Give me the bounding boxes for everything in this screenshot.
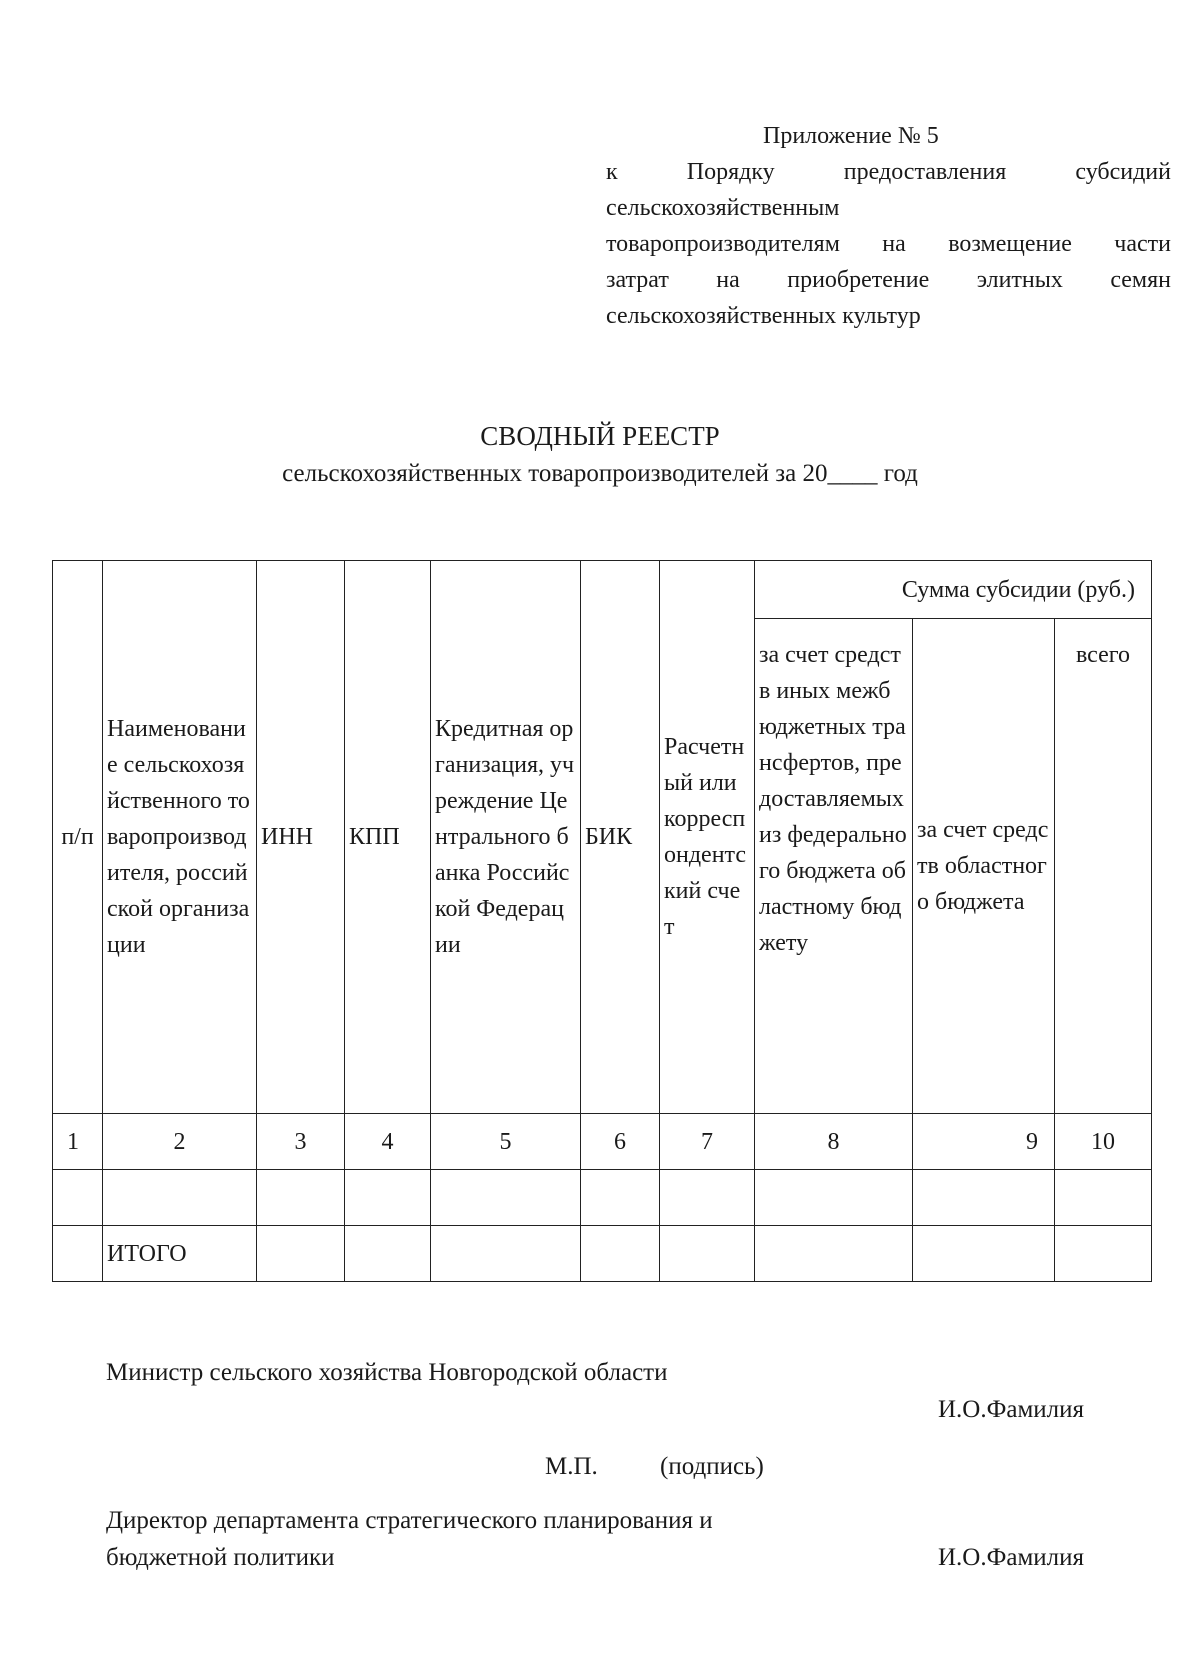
signature-placeholder: (подпись) <box>660 1453 764 1480</box>
appendix-line: к Порядку предоставления субсидий <box>606 159 1171 185</box>
empty-cell <box>755 1170 913 1226</box>
number-cell: 10 <box>1055 1114 1152 1170</box>
header-cell-inn: ИНН <box>257 561 345 1114</box>
empty-cell <box>257 1226 345 1282</box>
number-cell: 9 <box>913 1114 1055 1170</box>
header-cell-subsidy-group: Сумма субсидии (руб.) <box>755 561 1152 619</box>
empty-cell <box>1055 1170 1152 1226</box>
empty-cell <box>581 1170 660 1226</box>
empty-cell <box>581 1226 660 1282</box>
empty-cell <box>257 1170 345 1226</box>
header-cell-name: Наименование сельскохозяйственного товаропроизводителя, российской организации <box>103 561 257 1114</box>
appendix-line: затрат на приобретение элитных семян <box>606 267 1171 293</box>
appendix-line: товаропроизводителям на возмещение части <box>606 231 1171 257</box>
empty-cell <box>431 1170 581 1226</box>
empty-cell <box>103 1170 257 1226</box>
header-cell-federal: за счет средств иных межбюджетных трансфертов, предоставляемых из федерального бюджета областному бюджету <box>755 619 913 1114</box>
appendix-block <box>606 118 1171 334</box>
header-cell-kpp: КПП <box>345 561 431 1114</box>
empty-cell <box>660 1170 755 1226</box>
header-cell-total: всего <box>1055 619 1152 1114</box>
number-cell: 6 <box>581 1114 660 1170</box>
empty-cell <box>1055 1226 1152 1282</box>
empty-cell <box>755 1226 913 1282</box>
empty-cell <box>345 1170 431 1226</box>
seal-placeholder: М.П. <box>545 1453 598 1480</box>
document-title: СВОДНЫЙ РЕЕСТР <box>480 421 720 451</box>
number-cell: 3 <box>257 1114 345 1170</box>
director-name: И.О.Фамилия <box>938 1544 1085 1571</box>
number-cell: 7 <box>660 1114 755 1170</box>
table-row <box>53 1170 1152 1226</box>
number-cell: 2 <box>103 1114 257 1170</box>
number-cell: 1 <box>53 1114 103 1170</box>
total-row <box>53 1226 1152 1282</box>
appendix-line: сельскохозяйственным <box>606 195 840 221</box>
appendix-line: сельскохозяйственных культур <box>606 303 921 329</box>
total-label: ИТОГО <box>103 1226 257 1282</box>
header-cell-credit-org: Кредитная организация, учреждение Центрального банка Российской Федерации <box>431 561 581 1114</box>
number-cell: 5 <box>431 1114 581 1170</box>
header-row <box>53 561 1152 619</box>
header-cell-bik: БИК <box>581 561 660 1114</box>
number-row <box>53 1114 1152 1170</box>
appendix-number: Приложение № 5 <box>763 123 939 149</box>
empty-cell <box>53 1170 103 1226</box>
empty-cell <box>53 1226 103 1282</box>
director-title: Директор департамента стратегического планирования и бюджетной политики <box>106 1507 713 1571</box>
empty-cell <box>913 1170 1055 1226</box>
minister-name: И.О.Фамилия <box>938 1396 1085 1423</box>
minister-title: Министр сельского хозяйства Новгородской области <box>106 1359 668 1386</box>
empty-cell <box>660 1226 755 1282</box>
header-cell-regional: за счет средств областного бюджета <box>913 619 1055 1114</box>
number-cell: 4 <box>345 1114 431 1170</box>
registry-table <box>52 560 1152 1282</box>
empty-cell <box>913 1226 1055 1282</box>
document-subtitle: сельскохозяйственных товаропроизводителей за 20____ год <box>282 460 918 487</box>
header-cell-account: Расчетный или корреспондентский счет <box>660 561 755 1114</box>
empty-cell <box>345 1226 431 1282</box>
header-cell-pp: п/п <box>53 561 103 1114</box>
empty-cell <box>431 1226 581 1282</box>
number-cell: 8 <box>755 1114 913 1170</box>
